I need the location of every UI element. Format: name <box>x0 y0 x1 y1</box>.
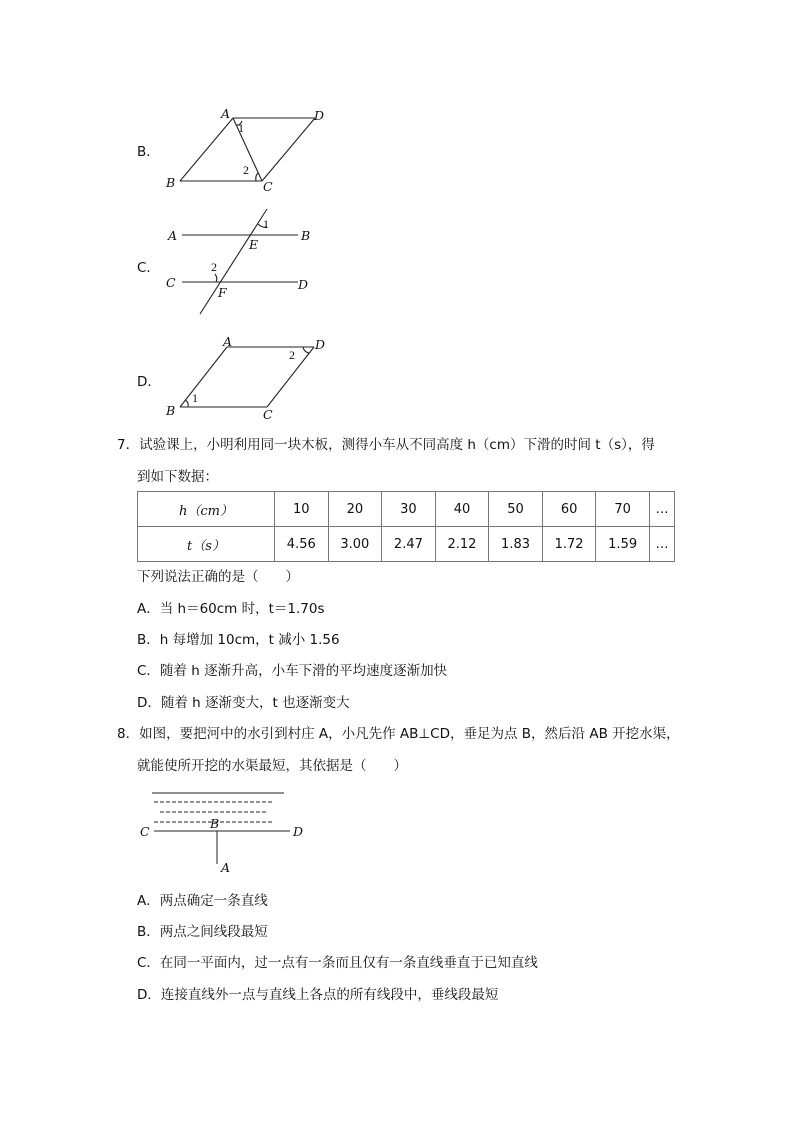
q8-point-b: B <box>210 816 220 831</box>
fig-b-point-d: D <box>314 108 325 123</box>
angle-1-arc <box>185 400 188 407</box>
fig-b-point-a: A <box>221 106 231 121</box>
fig-c-point-f: F <box>218 285 227 300</box>
option-d-label: D． <box>137 374 161 390</box>
fig-b-angle-1: 1 <box>238 121 244 135</box>
q7-option-d: D．随着 h 逐渐变大，t 也逐渐变大 <box>137 695 350 711</box>
q7-stem-line2: 到如下数据： <box>137 469 218 485</box>
fig-c-point-d: D <box>298 277 309 292</box>
table-cell: 20 <box>328 492 382 527</box>
fig-b-angle-2: 2 <box>243 163 249 177</box>
q8-point-d: D <box>293 824 304 839</box>
segment-cd <box>262 118 315 181</box>
fig-d-point-c: C <box>263 407 273 422</box>
q7-stem-line1: 7．试验课上，小明利用同一块木板，测得小车从不同高度 h（cm）下滑的时间 t（s），得 <box>117 437 655 453</box>
fig-d-point-a: A <box>223 334 233 349</box>
table-header-t: t（s） <box>138 527 275 562</box>
table-header-h: h（cm） <box>138 492 275 527</box>
table-cell: 1.59 <box>596 527 650 562</box>
fig-b-point-c: C <box>263 179 273 194</box>
table-cell: 2.47 <box>382 527 436 562</box>
q8-option-d: D．连接直线外一点与直线上各点的所有线段中，垂线段最短 <box>137 987 499 1003</box>
table-row-h <box>138 492 675 527</box>
table-cell: 4.56 <box>275 527 329 562</box>
q7-option-a: A．当 h＝60cm 时，t＝1.70s <box>137 601 325 617</box>
table-cell: … <box>649 527 674 562</box>
segment-ab <box>180 118 233 181</box>
table-cell: 3.00 <box>328 527 382 562</box>
fig-b-point-b: B <box>166 175 176 190</box>
q8-option-b: B．两点之间线段最短 <box>137 924 268 940</box>
table-cell: 10 <box>275 492 329 527</box>
figure-d-parallelogram <box>160 335 340 420</box>
fig-c-angle-2: 2 <box>211 260 217 274</box>
option-c-label: C． <box>137 260 160 276</box>
fig-c-point-c: C <box>166 275 176 290</box>
table-row-t <box>138 527 675 562</box>
q8-point-a: A <box>221 860 231 875</box>
table-cell: 1.83 <box>489 527 543 562</box>
q8-stem-line1: 8．如图，要把河中的水引到村庄 A，小凡先作 AB⊥CD，垂足为点 B，然后沿 AB 开挖水渠， <box>117 726 680 742</box>
option-b-label: B． <box>137 144 160 160</box>
q8-point-c: C <box>140 824 150 839</box>
table-cell: … <box>649 492 674 527</box>
q7-option-b: B．h 每增加 10cm，t 减小 1.56 <box>137 632 340 648</box>
table-cell: 2.12 <box>435 527 489 562</box>
q7-data-table <box>137 491 675 562</box>
table-cell: 30 <box>382 492 436 527</box>
q8-option-a: A．两点确定一条直线 <box>137 893 268 909</box>
table-cell: 40 <box>435 492 489 527</box>
fig-c-point-e: E <box>249 237 259 252</box>
angle-2-arc <box>303 347 309 353</box>
table-cell: 1.72 <box>542 527 596 562</box>
figure-c-transversal <box>160 205 330 320</box>
fig-d-point-d: D <box>315 337 326 352</box>
angle-2-arc <box>256 173 258 181</box>
q8-option-c: C．在同一平面内，过一点有一条而且仅有一条直线垂直于已知直线 <box>137 955 538 971</box>
table-cell: 70 <box>596 492 650 527</box>
fig-d-angle-2: 2 <box>289 348 295 362</box>
fig-c-angle-1: 1 <box>263 217 269 231</box>
figure-b-parallelogram <box>160 100 340 200</box>
table-cell: 50 <box>489 492 543 527</box>
q8-stem-line2: 就能使所开挖的水渠最短，其依据是（ ） <box>137 758 407 774</box>
fig-c-point-b: B <box>301 228 311 243</box>
q7-option-c: C．随着 h 逐渐升高，小车下滑的平均速度逐渐加快 <box>137 663 448 679</box>
table-cell: 60 <box>542 492 596 527</box>
segment-ab <box>180 347 227 407</box>
q7-prompt: 下列说法正确的是（ ） <box>137 569 299 585</box>
angle-2-arc <box>215 274 217 282</box>
fig-d-angle-1: 1 <box>192 391 198 405</box>
fig-d-point-b: B <box>166 403 176 418</box>
fig-c-point-a: A <box>168 228 178 243</box>
